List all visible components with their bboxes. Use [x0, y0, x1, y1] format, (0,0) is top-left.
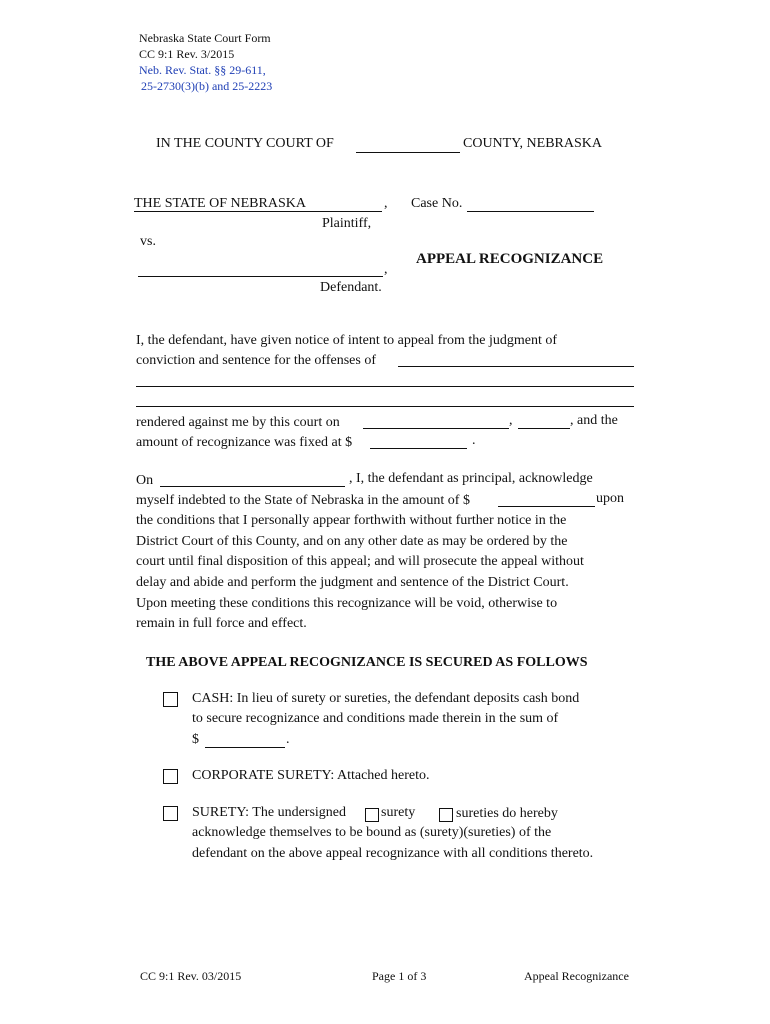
offenses-blank-2[interactable]: [136, 386, 634, 387]
statute-link-line1[interactable]: Neb. Rev. Stat. §§ 29-611,: [139, 63, 266, 77]
on-label: On: [136, 473, 154, 488]
conditions-line-2: District Court of this County, and on any other date as may be ordered by the: [136, 534, 568, 549]
plaintiff-underline: [134, 211, 382, 212]
offenses-blank-1[interactable]: [398, 366, 634, 367]
footer-document-name: Appeal Recognizance: [524, 969, 629, 983]
form-name: Nebraska State Court Form: [139, 31, 271, 45]
indebted-text: myself indebted to the State of Nebraska in the amount of $: [136, 493, 470, 508]
statute-link-line2[interactable]: 25-2730(3)(b) and 25-2223: [141, 79, 273, 93]
indebted-upon: upon: [596, 491, 624, 506]
cash-amount-blank[interactable]: [205, 747, 285, 748]
indebted-amount-blank[interactable]: [498, 506, 595, 507]
plaintiff-comma: ,: [384, 196, 388, 211]
defendant-label: Defendant.: [320, 280, 382, 295]
case-number-label: Case No.: [411, 196, 463, 211]
surety-checkbox[interactable]: [163, 806, 178, 821]
corporate-surety-checkbox[interactable]: [163, 769, 178, 784]
surety-text-line3: defendant on the above appeal recognizance with all conditions thereto.: [192, 846, 594, 861]
single-surety-label: surety: [381, 805, 416, 820]
conditions-line-3: court until final disposition of this appeal; and will prosecute the appeal without: [136, 554, 584, 569]
court-heading-left: IN THE COUNTY COURT OF: [156, 136, 334, 151]
cash-period: .: [286, 732, 290, 747]
conditions-line-1: the conditions that I personally appear forthwith without further notice in the: [136, 513, 567, 528]
cash-checkbox[interactable]: [163, 692, 178, 707]
plaintiff-name: THE STATE OF NEBRASKA: [134, 196, 306, 211]
cash-dollar-sign: $: [192, 732, 199, 747]
footer-page-number: Page 1 of 3: [372, 969, 427, 983]
rendered-text: rendered against me by this court on: [136, 415, 340, 430]
intent-paragraph-line1: I, the defendant, have given notice of intent to appeal from the judgment of: [136, 333, 558, 348]
intent-paragraph-line2: conviction and sentence for the offenses of: [136, 353, 376, 368]
recognizance-period: .: [472, 433, 476, 448]
county-blank[interactable]: [356, 152, 460, 153]
secured-heading: THE ABOVE APPEAL RECOGNIZANCE IS SECURED AS FOLLOWS: [146, 655, 588, 670]
offenses-blank-3[interactable]: [136, 406, 634, 407]
defendant-name-blank[interactable]: [138, 276, 383, 277]
form-revision: CC 9:1 Rev. 3/2015: [139, 47, 235, 61]
conditions-line-4: delay and abide and perform the judgment and sentence of the District Court.: [136, 575, 569, 590]
case-number-blank[interactable]: [467, 211, 594, 212]
multiple-sureties-checkbox[interactable]: [439, 808, 453, 822]
cash-text-line1: CASH: In lieu of surety or sureties, the defendant deposits cash bond: [192, 691, 580, 706]
recognizance-amount-text: amount of recognizance was fixed at $: [136, 435, 353, 450]
rendered-comma: ,: [509, 413, 513, 428]
footer-form-revision: CC 9:1 Rev. 03/2015: [140, 969, 242, 983]
judgment-date-blank[interactable]: [363, 428, 509, 429]
rendered-and-the: , and the: [570, 413, 618, 428]
recognizance-amount-blank[interactable]: [370, 448, 467, 449]
conditions-line-6: remain in full force and effect.: [136, 616, 307, 631]
acknowledge-date-blank[interactable]: [160, 486, 345, 487]
cash-text-line2: to secure recognizance and conditions made therein in the sum of: [192, 711, 559, 726]
versus-label: vs.: [140, 234, 156, 249]
document-title: APPEAL RECOGNIZANCE: [416, 251, 604, 267]
court-heading-right: COUNTY, NEBRASKA: [463, 136, 602, 151]
acknowledge-text: , I, the defendant as principal, acknowledge: [349, 471, 593, 486]
surety-text-line2: acknowledge themselves to be bound as (surety)(sureties) of the: [192, 825, 552, 840]
surety-text-start: SURETY: The undersigned: [192, 805, 346, 820]
corporate-surety-text: CORPORATE SURETY: Attached hereto.: [192, 768, 430, 783]
single-surety-checkbox[interactable]: [365, 808, 379, 822]
plaintiff-label: Plaintiff,: [322, 216, 372, 231]
defendant-comma: ,: [384, 262, 388, 277]
multiple-sureties-label: sureties do hereby: [456, 806, 558, 821]
conditions-line-5: Upon meeting these conditions this recognizance will be void, otherwise to: [136, 596, 558, 611]
judgment-year-blank[interactable]: [518, 428, 570, 429]
